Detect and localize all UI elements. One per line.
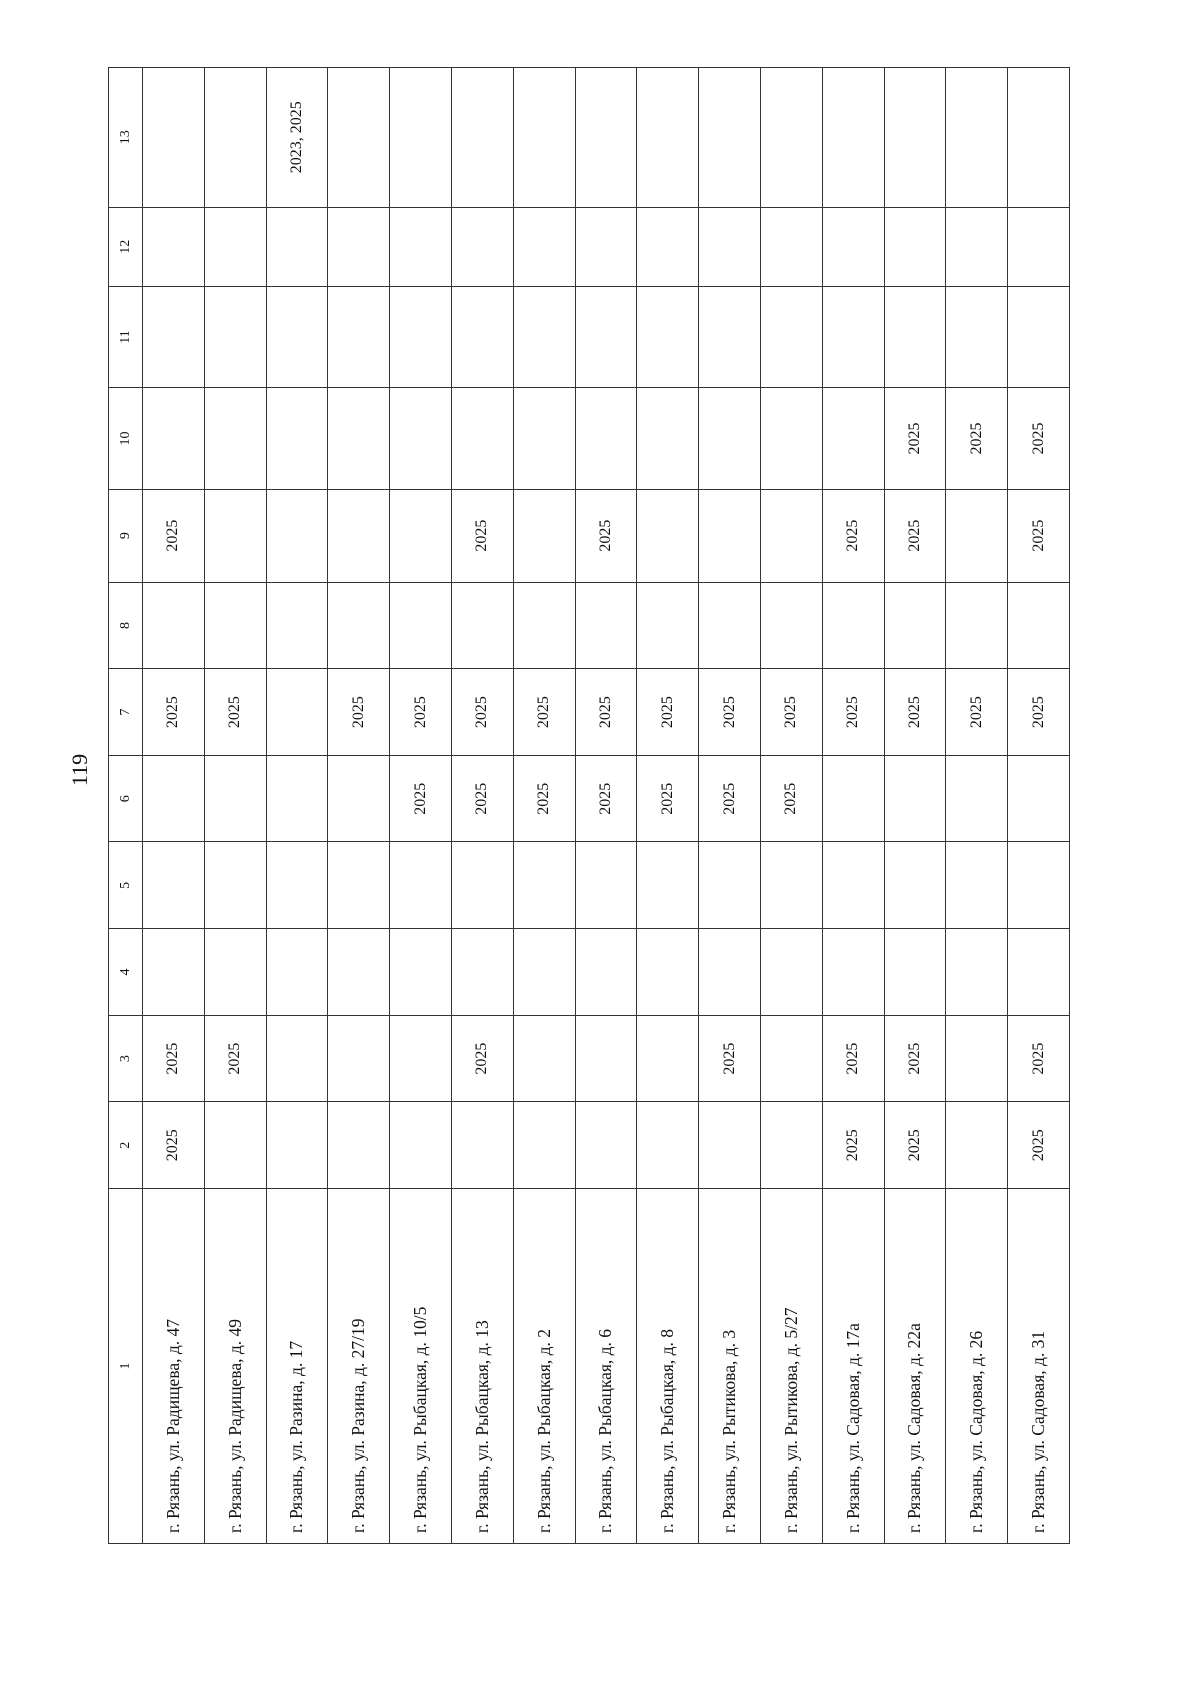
year-cell-c7: 2025 (699, 669, 761, 756)
year-cell-c5 (946, 842, 1008, 929)
year-cell-c2: 2025 (1008, 1102, 1070, 1189)
year-cell-c8 (760, 582, 822, 669)
year-cell-c3: 2025 (143, 1015, 205, 1102)
year-cell-c8 (884, 582, 946, 669)
year-cell-c8 (266, 582, 328, 669)
year-cell-c5 (266, 842, 328, 929)
year-cell-c13 (204, 68, 266, 208)
year-cell-c6: 2025 (637, 755, 699, 842)
year-cell-c8 (699, 582, 761, 669)
year-cell-c5 (390, 842, 452, 929)
year-cell-c3: 2025 (699, 1015, 761, 1102)
year-cell-c2 (266, 1102, 328, 1189)
year-cell-c8 (390, 582, 452, 669)
year-cell-c6: 2025 (390, 755, 452, 842)
year-cell-c11 (637, 286, 699, 387)
year-cell-c2 (760, 1102, 822, 1189)
year-cell-c11 (513, 286, 575, 387)
column-header: 3 (109, 1015, 143, 1102)
year-cell-c7: 2025 (143, 669, 205, 756)
address-cell: г. Рязань, ул. Садовая, д. 31 (1008, 1189, 1070, 1544)
column-header: 4 (109, 929, 143, 1016)
address-cell: г. Рязань, ул. Садовая, д. 26 (946, 1189, 1008, 1544)
address-cell: г. Рязань, ул. Рытикова, д. 5/27 (760, 1189, 822, 1544)
table-row (266, 68, 328, 1544)
year-cell-c10: 2025 (1008, 388, 1070, 489)
year-cell-c12 (822, 207, 884, 286)
year-cell-c4 (637, 929, 699, 1016)
address-cell: г. Рязань, ул. Радищева, д. 49 (204, 1189, 266, 1544)
year-cell-c13 (760, 68, 822, 208)
year-cell-c3 (390, 1015, 452, 1102)
year-cell-c13 (884, 68, 946, 208)
year-cell-c9: 2025 (1008, 489, 1070, 582)
year-cell-c3 (328, 1015, 390, 1102)
table-row (946, 68, 1008, 1544)
column-header: 10 (109, 388, 143, 489)
year-cell-c11 (760, 286, 822, 387)
year-cell-c11 (328, 286, 390, 387)
year-cell-c2: 2025 (822, 1102, 884, 1189)
year-cell-c13 (513, 68, 575, 208)
schedule-table (108, 67, 1070, 1544)
year-cell-c5 (884, 842, 946, 929)
year-cell-c9: 2025 (451, 489, 513, 582)
year-cell-c4 (204, 929, 266, 1016)
table-row (328, 68, 390, 1544)
year-cell-c13 (451, 68, 513, 208)
year-cell-c11 (575, 286, 637, 387)
year-cell-c9 (266, 489, 328, 582)
year-cell-c2 (946, 1102, 1008, 1189)
year-cell-c13 (575, 68, 637, 208)
address-cell: г. Рязань, ул. Садовая, д. 17а (822, 1189, 884, 1544)
column-header: 9 (109, 489, 143, 582)
year-cell-c5 (575, 842, 637, 929)
year-cell-c2 (451, 1102, 513, 1189)
address-cell: г. Рязань, ул. Рыбацкая, д. 13 (451, 1189, 513, 1544)
table-row (822, 68, 884, 1544)
year-cell-c6: 2025 (699, 755, 761, 842)
year-cell-c10 (822, 388, 884, 489)
year-cell-c12 (328, 207, 390, 286)
year-cell-c10 (143, 388, 205, 489)
year-cell-c5 (513, 842, 575, 929)
year-cell-c3 (637, 1015, 699, 1102)
year-cell-c7: 2025 (884, 669, 946, 756)
year-cell-c11 (390, 286, 452, 387)
year-cell-c6: 2025 (575, 755, 637, 842)
table-row (1008, 68, 1070, 1544)
year-cell-c6 (822, 755, 884, 842)
table-row (699, 68, 761, 1544)
year-cell-c13 (822, 68, 884, 208)
table-row (204, 68, 266, 1544)
page-number (67, 753, 92, 787)
year-cell-c8 (328, 582, 390, 669)
year-cell-c4 (143, 929, 205, 1016)
year-cell-c11 (204, 286, 266, 387)
table-row (143, 68, 205, 1544)
year-cell-c10 (699, 388, 761, 489)
year-cell-c7 (266, 669, 328, 756)
year-cell-c11 (451, 286, 513, 387)
year-cell-c3 (575, 1015, 637, 1102)
year-cell-c7: 2025 (637, 669, 699, 756)
year-cell-c12 (143, 207, 205, 286)
year-cell-c12 (884, 207, 946, 286)
year-cell-c12 (204, 207, 266, 286)
year-cell-c7: 2025 (575, 669, 637, 756)
header-row (109, 68, 143, 1544)
year-cell-c9 (946, 489, 1008, 582)
year-cell-c5 (760, 842, 822, 929)
year-cell-c12 (1008, 207, 1070, 286)
year-cell-c13 (699, 68, 761, 208)
year-cell-c10 (637, 388, 699, 489)
year-cell-c8 (513, 582, 575, 669)
address-cell: г. Рязань, ул. Рыбацкая, д. 10/5 (390, 1189, 452, 1544)
year-cell-c7: 2025 (513, 669, 575, 756)
year-cell-c2 (513, 1102, 575, 1189)
year-cell-c10 (204, 388, 266, 489)
year-cell-c2: 2025 (143, 1102, 205, 1189)
year-cell-c8 (143, 582, 205, 669)
year-cell-c4 (390, 929, 452, 1016)
year-cell-c2 (637, 1102, 699, 1189)
year-cell-c3: 2025 (884, 1015, 946, 1102)
year-cell-c9 (513, 489, 575, 582)
year-cell-c10 (451, 388, 513, 489)
year-cell-c6 (328, 755, 390, 842)
column-header: 13 (109, 68, 143, 208)
schedule-table-container (108, 67, 1070, 1544)
year-cell-c7: 2025 (946, 669, 1008, 756)
year-cell-c10 (390, 388, 452, 489)
year-cell-c13 (328, 68, 390, 208)
year-cell-c6 (946, 755, 1008, 842)
year-cell-c4 (822, 929, 884, 1016)
table-row (760, 68, 822, 1544)
year-cell-c3: 2025 (1008, 1015, 1070, 1102)
year-cell-c11 (699, 286, 761, 387)
table-row (637, 68, 699, 1544)
year-cell-c11 (946, 286, 1008, 387)
address-cell: г. Рязань, ул. Садовая, д. 22а (884, 1189, 946, 1544)
year-cell-c5 (204, 842, 266, 929)
year-cell-c8 (1008, 582, 1070, 669)
table-row (575, 68, 637, 1544)
year-cell-c5 (699, 842, 761, 929)
year-cell-c4 (699, 929, 761, 1016)
year-cell-c12 (699, 207, 761, 286)
year-cell-c12 (637, 207, 699, 286)
year-cell-c7: 2025 (328, 669, 390, 756)
year-cell-c12 (760, 207, 822, 286)
address-cell: г. Рязань, ул. Разина, д. 27/19 (328, 1189, 390, 1544)
address-cell: г. Рязань, ул. Разина, д. 17 (266, 1189, 328, 1544)
column-header: 7 (109, 669, 143, 756)
year-cell-c4 (328, 929, 390, 1016)
year-cell-c7: 2025 (1008, 669, 1070, 756)
year-cell-c7: 2025 (451, 669, 513, 756)
year-cell-c2 (390, 1102, 452, 1189)
year-cell-c9: 2025 (143, 489, 205, 582)
year-cell-c12 (390, 207, 452, 286)
table-row (390, 68, 452, 1544)
column-header: 5 (109, 842, 143, 929)
year-cell-c4 (946, 929, 1008, 1016)
year-cell-c3: 2025 (822, 1015, 884, 1102)
year-cell-c13 (390, 68, 452, 208)
year-cell-c13 (1008, 68, 1070, 208)
year-cell-c8 (204, 582, 266, 669)
column-header: 6 (109, 755, 143, 842)
year-cell-c11 (143, 286, 205, 387)
column-header: 1 (109, 1189, 143, 1544)
year-cell-c4 (266, 929, 328, 1016)
year-cell-c10 (328, 388, 390, 489)
year-cell-c4 (1008, 929, 1070, 1016)
year-cell-c9: 2025 (822, 489, 884, 582)
year-cell-c6: 2025 (513, 755, 575, 842)
table-row (884, 68, 946, 1544)
year-cell-c12 (946, 207, 1008, 286)
year-cell-c7: 2025 (760, 669, 822, 756)
year-cell-c8 (637, 582, 699, 669)
year-cell-c8 (946, 582, 1008, 669)
year-cell-c9 (204, 489, 266, 582)
year-cell-c3: 2025 (204, 1015, 266, 1102)
year-cell-c11 (1008, 286, 1070, 387)
year-cell-c7: 2025 (390, 669, 452, 756)
year-cell-c9 (328, 489, 390, 582)
year-cell-c2: 2025 (884, 1102, 946, 1189)
year-cell-c3 (513, 1015, 575, 1102)
year-cell-c9: 2025 (575, 489, 637, 582)
year-cell-c13 (946, 68, 1008, 208)
year-cell-c4 (884, 929, 946, 1016)
year-cell-c9 (637, 489, 699, 582)
year-cell-c10 (266, 388, 328, 489)
year-cell-c5 (822, 842, 884, 929)
year-cell-c6 (204, 755, 266, 842)
year-cell-c4 (451, 929, 513, 1016)
year-cell-c3 (266, 1015, 328, 1102)
address-cell: г. Рязань, ул. Рыбацкая, д. 8 (637, 1189, 699, 1544)
year-cell-c5 (637, 842, 699, 929)
year-cell-c6 (1008, 755, 1070, 842)
year-cell-c13 (637, 68, 699, 208)
year-cell-c6 (266, 755, 328, 842)
year-cell-c5 (143, 842, 205, 929)
year-cell-c10: 2025 (946, 388, 1008, 489)
year-cell-c12 (451, 207, 513, 286)
year-cell-c7: 2025 (204, 669, 266, 756)
year-cell-c6 (884, 755, 946, 842)
year-cell-c2 (328, 1102, 390, 1189)
year-cell-c13: 2023, 2025 (266, 68, 328, 208)
year-cell-c9 (390, 489, 452, 582)
address-cell: г. Рязань, ул. Рыбацкая, д. 2 (513, 1189, 575, 1544)
column-header: 12 (109, 207, 143, 286)
year-cell-c11 (266, 286, 328, 387)
year-cell-c5 (1008, 842, 1070, 929)
year-cell-c10: 2025 (884, 388, 946, 489)
year-cell-c5 (451, 842, 513, 929)
address-cell: г. Рязань, ул. Рыбацкая, д. 6 (575, 1189, 637, 1544)
year-cell-c2 (204, 1102, 266, 1189)
table-row (513, 68, 575, 1544)
column-header: 8 (109, 582, 143, 669)
year-cell-c4 (513, 929, 575, 1016)
year-cell-c12 (266, 207, 328, 286)
year-cell-c8 (575, 582, 637, 669)
year-cell-c9 (760, 489, 822, 582)
year-cell-c12 (513, 207, 575, 286)
year-cell-c3: 2025 (451, 1015, 513, 1102)
column-header: 2 (109, 1102, 143, 1189)
year-cell-c2 (575, 1102, 637, 1189)
table-body (143, 68, 1070, 1544)
year-cell-c13 (143, 68, 205, 208)
year-cell-c6: 2025 (451, 755, 513, 842)
year-cell-c10 (513, 388, 575, 489)
year-cell-c3 (760, 1015, 822, 1102)
year-cell-c8 (822, 582, 884, 669)
year-cell-c5 (328, 842, 390, 929)
year-cell-c11 (884, 286, 946, 387)
year-cell-c3 (946, 1015, 1008, 1102)
page-number-text: 119 (67, 753, 92, 787)
year-cell-c2 (699, 1102, 761, 1189)
year-cell-c4 (760, 929, 822, 1016)
year-cell-c10 (575, 388, 637, 489)
year-cell-c4 (575, 929, 637, 1016)
table-row (451, 68, 513, 1544)
year-cell-c6: 2025 (760, 755, 822, 842)
year-cell-c9: 2025 (884, 489, 946, 582)
year-cell-c7: 2025 (822, 669, 884, 756)
year-cell-c12 (575, 207, 637, 286)
address-cell: г. Рязань, ул. Радищева, д. 47 (143, 1189, 205, 1544)
column-header: 11 (109, 286, 143, 387)
address-cell: г. Рязань, ул. Рытикова, д. 3 (699, 1189, 761, 1544)
year-cell-c9 (699, 489, 761, 582)
year-cell-c8 (451, 582, 513, 669)
year-cell-c6 (143, 755, 205, 842)
year-cell-c11 (822, 286, 884, 387)
year-cell-c10 (760, 388, 822, 489)
